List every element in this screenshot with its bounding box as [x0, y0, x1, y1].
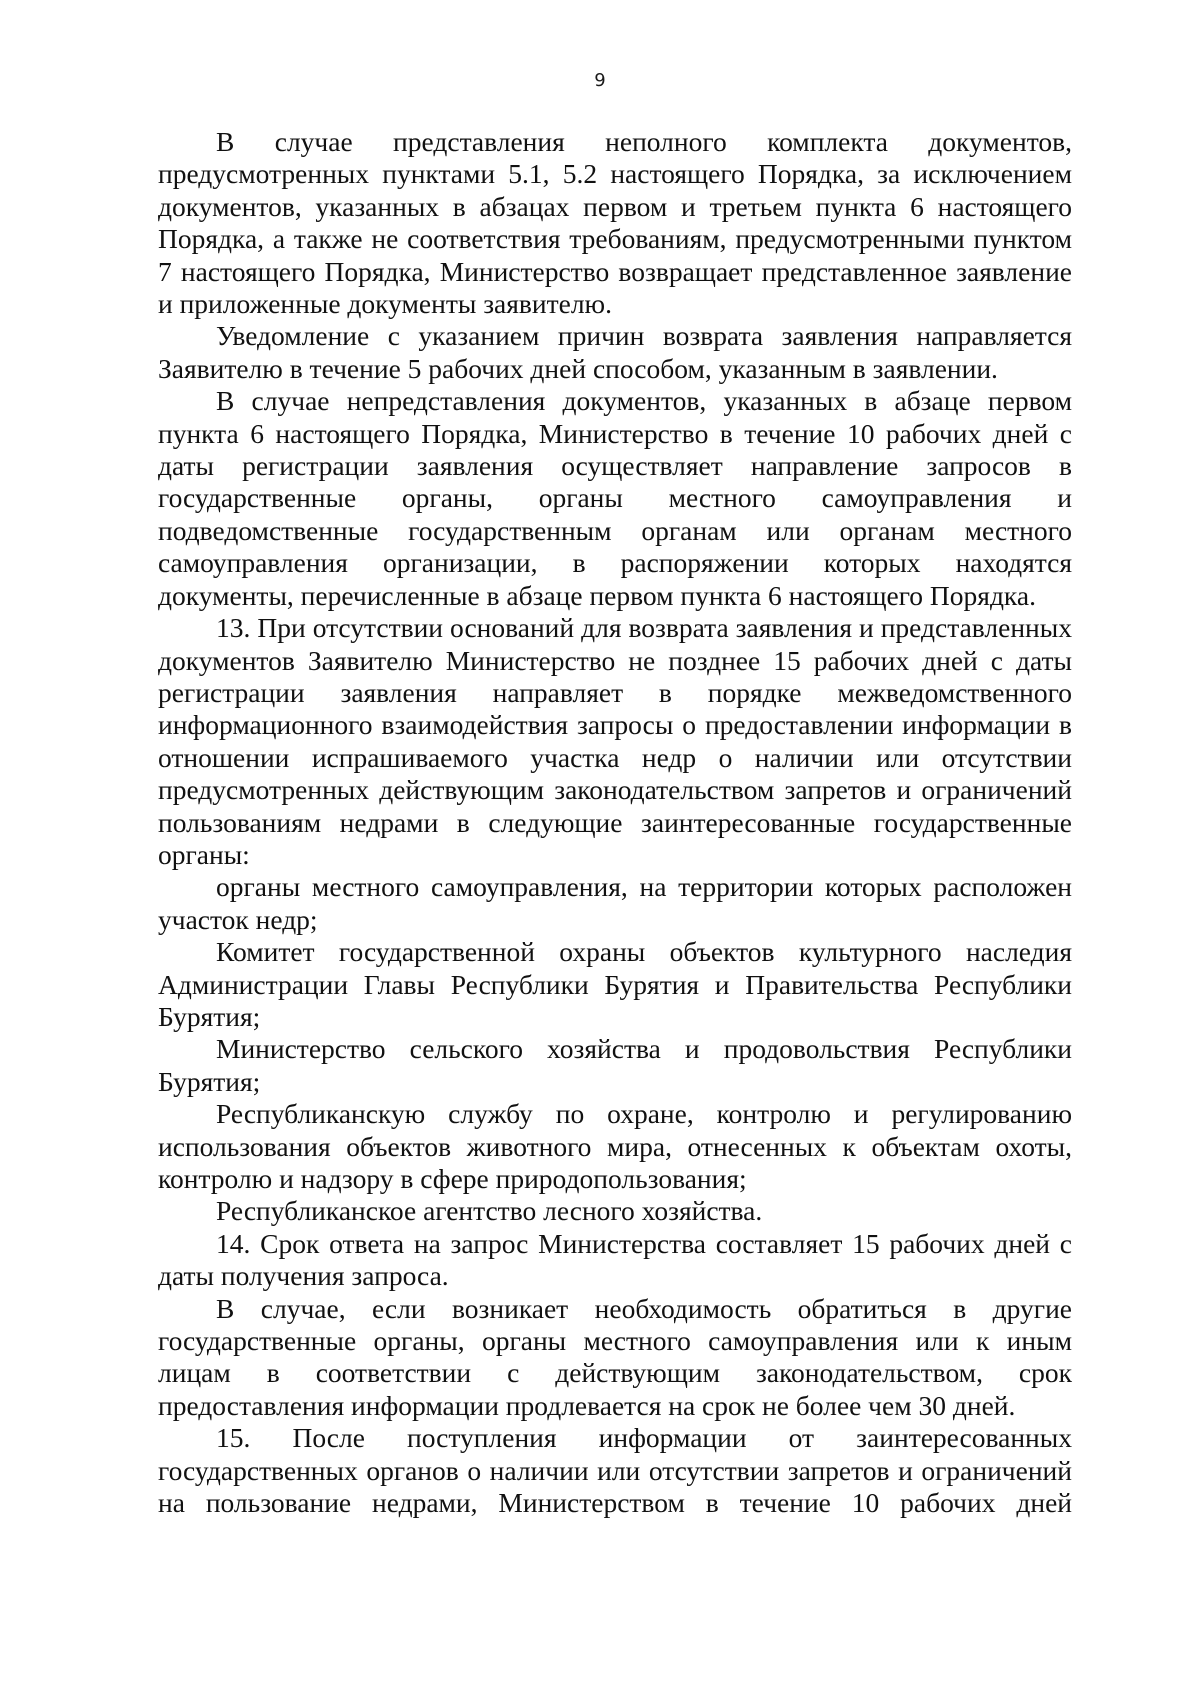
list-item-local-government: органы местного самоуправления, на территории которых расположен участок недр; [158, 871, 1072, 935]
page-number: 9 [594, 70, 606, 91]
document-body [158, 126, 1072, 1519]
paragraph-deadline-extension: В случае, если возникает необходимость обратиться в другие государственные органы, органы местного самоуправления или к иным лицам в соответствии с действующим законодательством, срок предоставления информации продлевается на срок не более чем 30 дней. [158, 1292, 1072, 1421]
list-item-heritage-committee: Комитет государственной охраны объектов культурного наследия Администрации Главы Республики Бурятия и Правительства Республики Бурятия; [158, 936, 1072, 1032]
list-item-agriculture-ministry: Министерство сельского хозяйства и продовольствия Республики Бурятия; [158, 1033, 1072, 1097]
paragraph-interagency-requests: В случае непредставления документов, указанных в абзаце первом пункта 6 настоящего Порядка, Министерство в течение 10 рабочих дней с даты регистрации заявления осуществляет направление запросов в государственные органы, органы местного самоуправления и подведомственные государственным органам или органам местного самоуправления организации, в распоряжении которых находятся документы, перечисленные в абзаце первом пункта 6 настоящего Порядка. [158, 385, 1072, 611]
paragraph-return-notification: Уведомление с указанием причин возврата заявления направляется Заявителю в течение 5 рабочих дней способом, указанным в заявлении. [158, 320, 1072, 384]
paragraph-item-14: 14. Срок ответа на запрос Министерства составляет 15 рабочих дней с даты получения запроса. [158, 1227, 1072, 1292]
list-item-forestry-agency: Республиканское агентство лесного хозяйства. [216, 1195, 763, 1227]
paragraph-item-13: 13. При отсутствии оснований для возврата заявления и представленных документов Заявителю Министерство не позднее 15 рабочих дней с даты регистрации заявления направляет в порядке межведомственного информационного взаимодействия запросы о предоставлении информации в отношении испрашиваемого участка недр о наличии или отсутствии предусмотренных действующим законодательством запретов и ограничений пользованиям недрами в следующие заинтересованные государственные органы: [158, 612, 1072, 870]
paragraph-return-incomplete-documents: В случае представления неполного комплекта документов, предусмотренных пунктами 5.1, 5.2 настоящего Порядка, за исключением документов, указанных в абзацах первом и третьем пункта 6 настоящего Порядка, а также не соответствия требованиям, предусмотренными пунктом 7 настоящего Порядка, Министерство возвращает представленное заявление и приложенные документы заявителю. [158, 126, 1072, 320]
list-item-wildlife-service: Республиканскую службу по охране, контролю и регулированию использования объектов животного мира, отнесенных к объектам охоты, контролю и надзору в сфере природопользования; [158, 1098, 1072, 1194]
paragraph-item-15: 15. После поступления информации от заинтересованных государственных органов о наличии или отсутствии запретов и ограничений на пользование недрами, Министерством в течение 10 рабочих дней [158, 1422, 1072, 1519]
